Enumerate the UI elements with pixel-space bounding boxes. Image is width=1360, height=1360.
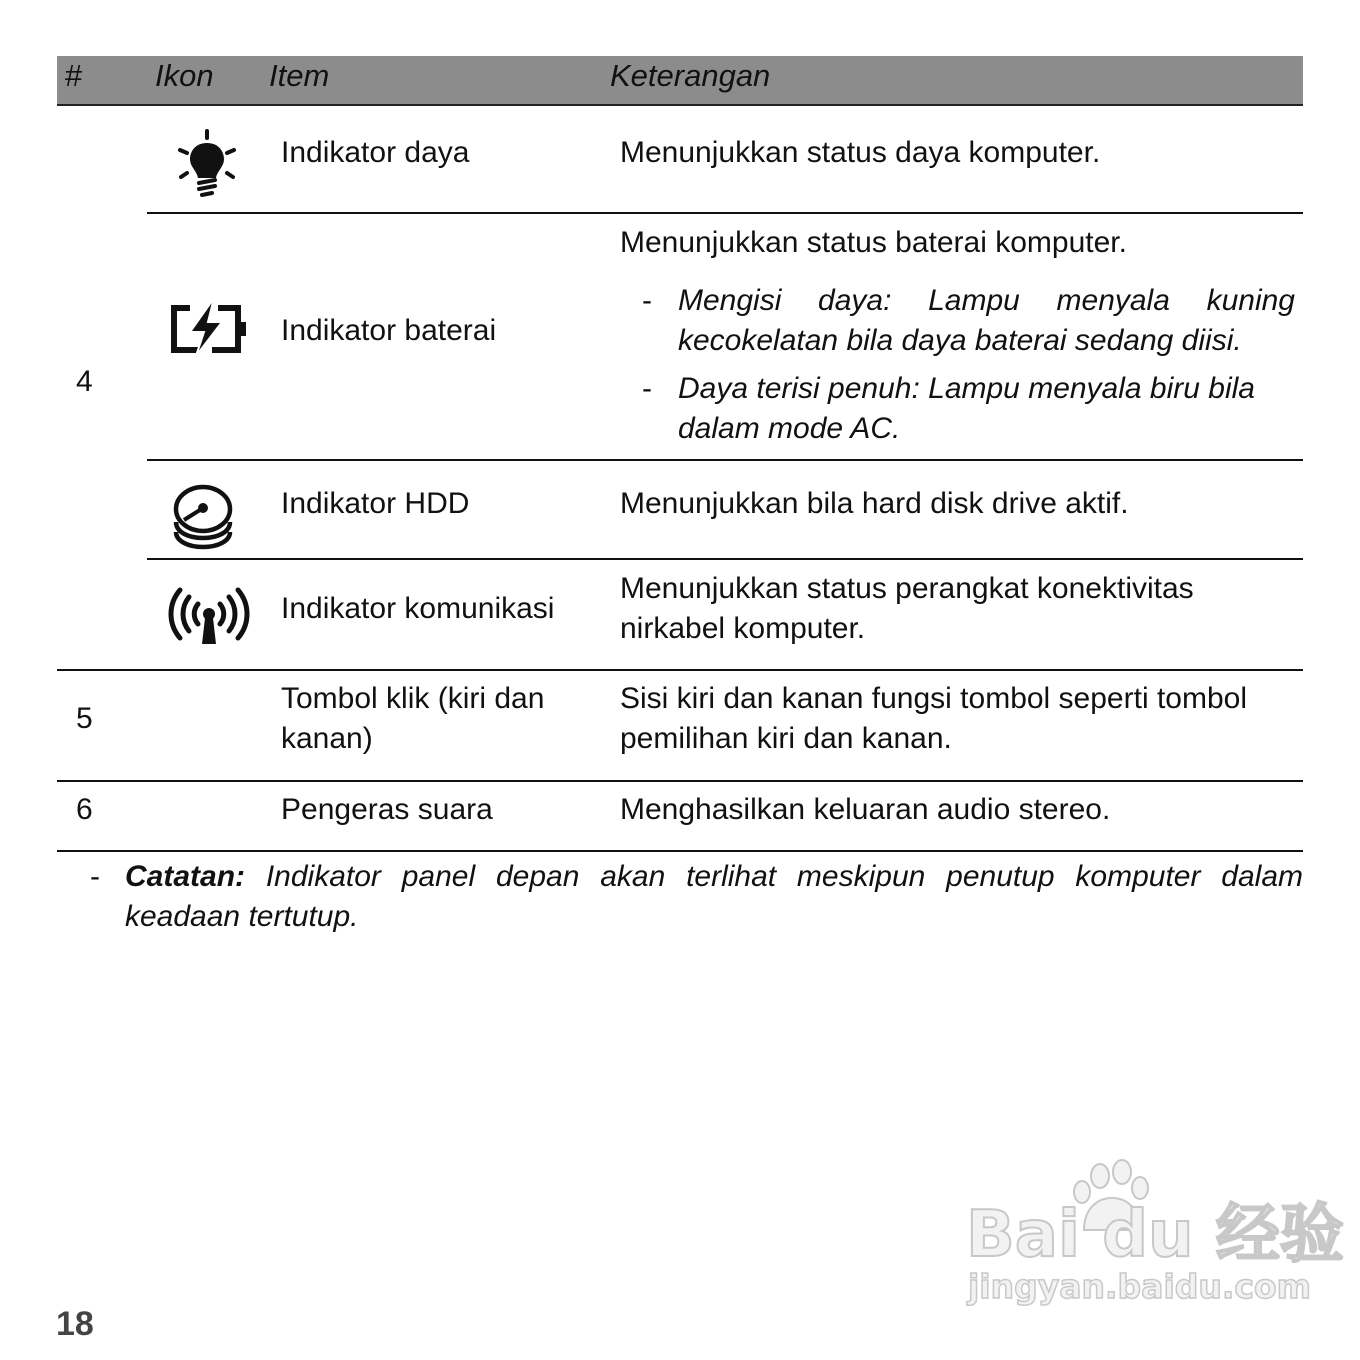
bullet-1-line2: kecokelatan bila daya baterai sedang diisi. bbox=[678, 324, 1242, 357]
bullet-2-line2: dalam mode AC. bbox=[678, 412, 901, 445]
battery-charging-icon bbox=[168, 296, 248, 363]
header-icon: Ikon bbox=[155, 58, 214, 93]
note-line2: keadaan tertutup. bbox=[125, 900, 359, 933]
header-item: Item bbox=[269, 58, 330, 93]
wireless-icon bbox=[168, 584, 250, 651]
item-comm: Indikator komunikasi bbox=[281, 592, 555, 625]
header-desc: Keterangan bbox=[610, 58, 771, 93]
note-label: Catatan: bbox=[125, 860, 246, 893]
watermark-url: jingyan.baidu.com bbox=[968, 1267, 1312, 1306]
table-header bbox=[57, 56, 1303, 106]
item-power: Indikator daya bbox=[281, 136, 470, 169]
row-divider bbox=[147, 558, 1303, 560]
note-text: Indikator panel depan akan terlihat meskipun penutup komputer dalam bbox=[265, 860, 1303, 893]
desc-click-line1: Sisi kiri dan kanan fungsi tombol seperti tombol bbox=[620, 682, 1247, 715]
row-divider bbox=[57, 780, 1303, 782]
lightbulb-icon bbox=[174, 128, 240, 203]
desc-power: Menunjukkan status daya komputer. bbox=[620, 136, 1101, 169]
page-number: 18 bbox=[56, 1305, 94, 1343]
desc-comm-line2: nirkabel komputer. bbox=[620, 612, 866, 645]
desc-click-line2: pemilihan kiri dan kanan. bbox=[620, 722, 952, 755]
item-click-line2: kanan) bbox=[281, 722, 373, 755]
baidu-watermark bbox=[962, 1158, 1344, 1308]
item-hdd: Indikator HDD bbox=[281, 487, 470, 520]
desc-hdd: Menunjukkan bila hard disk drive aktif. bbox=[620, 487, 1129, 520]
bullet-dash: - bbox=[642, 284, 652, 317]
bullet-dash: - bbox=[642, 372, 652, 405]
header-num: # bbox=[65, 58, 83, 93]
item-click-line1: Tombol klik (kiri dan bbox=[281, 682, 545, 715]
row-divider bbox=[147, 212, 1303, 214]
bullet-1-line1: Mengisi daya: Lampu menyala kuning bbox=[678, 284, 1295, 317]
watermark-brand: Bai du 经验 bbox=[966, 1198, 1344, 1272]
note-line1 bbox=[125, 857, 1303, 897]
hdd-icon bbox=[170, 482, 236, 555]
row-divider bbox=[57, 669, 1303, 671]
row-num-6: 6 bbox=[76, 793, 93, 826]
row-num-4: 4 bbox=[76, 365, 93, 398]
item-speaker: Pengeras suara bbox=[281, 793, 493, 826]
row-divider bbox=[147, 459, 1303, 461]
desc-speaker: Menghasilkan keluaran audio stereo. bbox=[620, 793, 1111, 826]
note-dash: - bbox=[90, 860, 100, 893]
table-bottom-border bbox=[57, 850, 1303, 852]
row-num-5: 5 bbox=[76, 702, 93, 735]
desc-comm-line1: Menunjukkan status perangkat konektivitas bbox=[620, 572, 1194, 605]
desc-battery: Menunjukkan status baterai komputer. bbox=[620, 226, 1127, 259]
item-battery: Indikator baterai bbox=[281, 314, 497, 347]
bullet-2-line1: Daya terisi penuh: Lampu menyala biru bila bbox=[678, 372, 1255, 405]
